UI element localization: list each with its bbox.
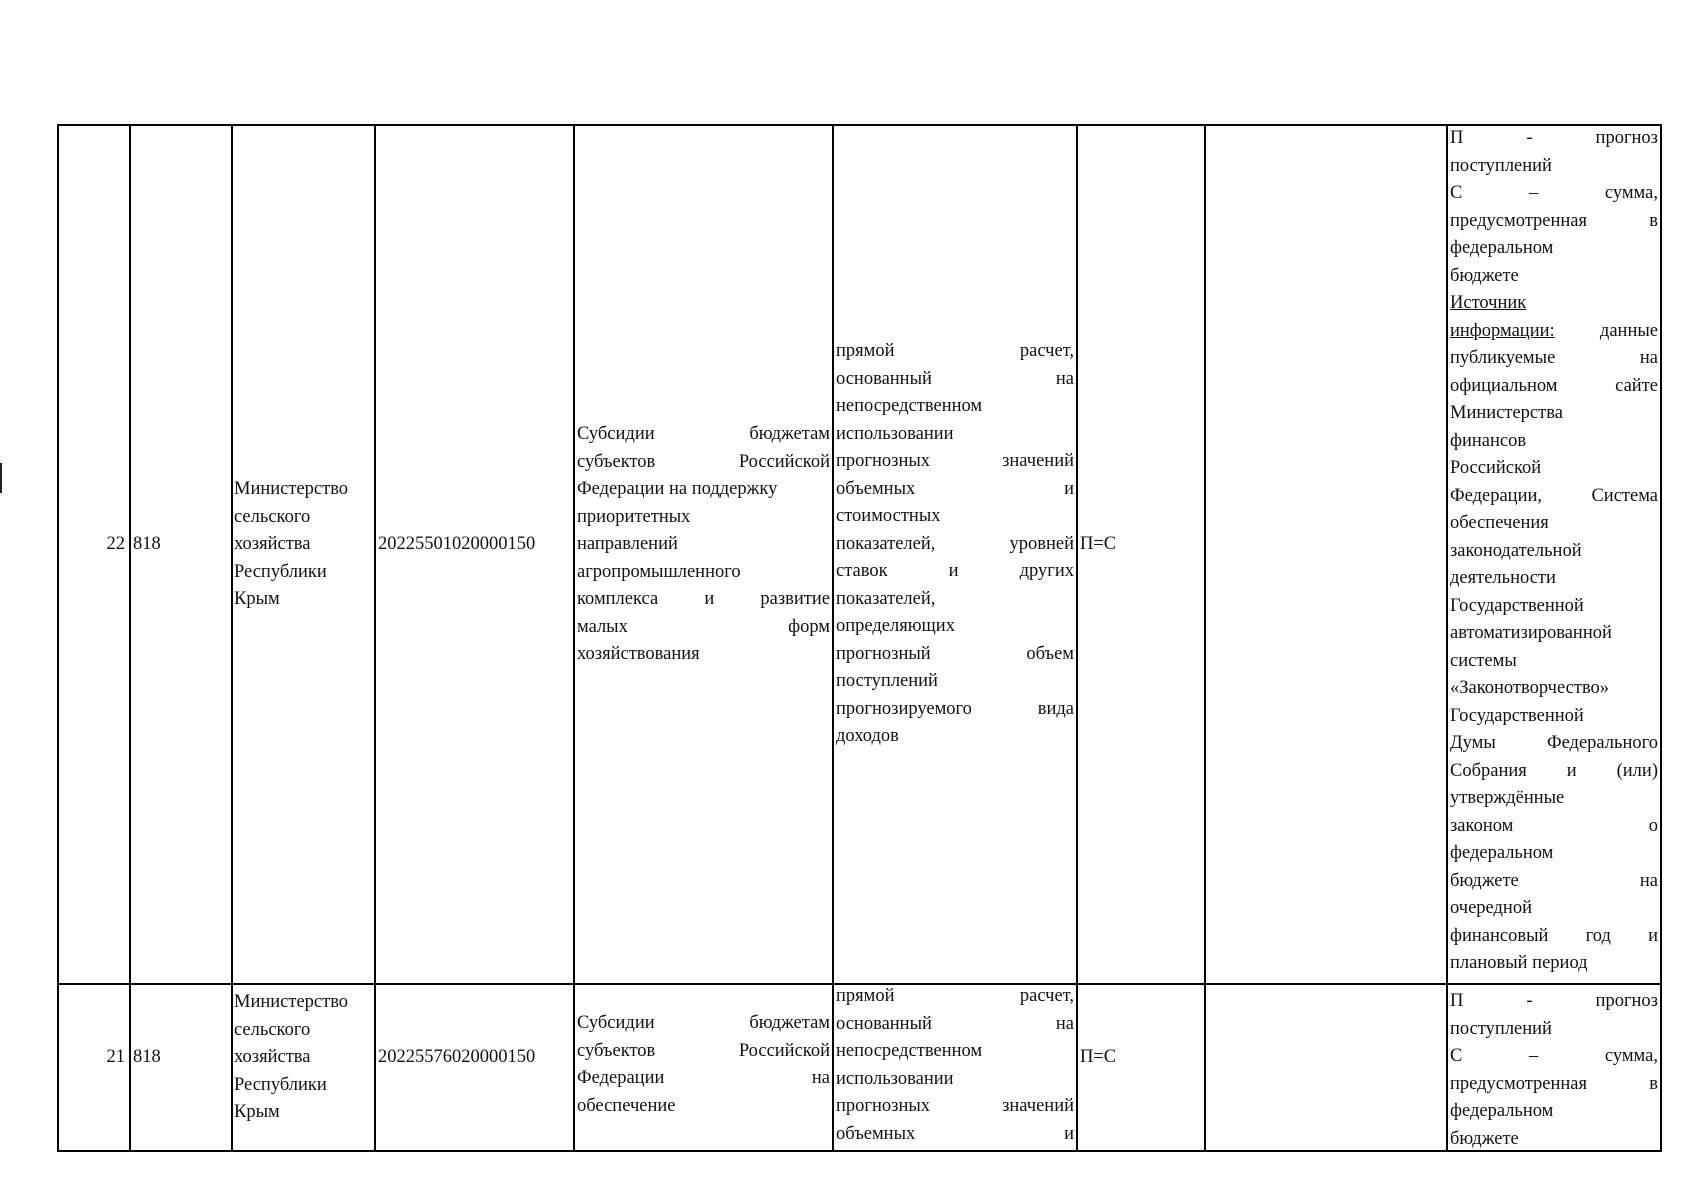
notes-line bbox=[1450, 1126, 1658, 1154]
method-line-word: основанный bbox=[836, 1013, 932, 1034]
notes-line-word: федеральном bbox=[1450, 1101, 1554, 1121]
admin-line: сельского bbox=[234, 1019, 311, 1040]
notes-line bbox=[1450, 235, 1658, 263]
notes-line-word: предусмотренная bbox=[1450, 1073, 1587, 1094]
notes-line-word: информации: bbox=[1450, 320, 1555, 341]
name-line bbox=[577, 614, 830, 642]
name-line-word: агропромышленного bbox=[577, 561, 741, 582]
notes-line-word: Российской bbox=[1450, 458, 1542, 478]
notes-line-word: Министерства bbox=[1450, 403, 1563, 423]
method-line-word: объем bbox=[1026, 643, 1074, 664]
method-line bbox=[836, 558, 1074, 586]
notes-line-word: в bbox=[1649, 1073, 1658, 1094]
method-line bbox=[836, 641, 1074, 669]
notes-line-word: Собрания bbox=[1450, 760, 1527, 781]
notes-line bbox=[1450, 1098, 1658, 1126]
admin-line: Министерство bbox=[234, 479, 349, 499]
notes-line-word: Государственной bbox=[1450, 705, 1584, 726]
notes-line bbox=[1450, 180, 1658, 208]
col-border bbox=[231, 124, 233, 1152]
notes-line-word: законодательной bbox=[1450, 540, 1582, 561]
notes-line-word: год bbox=[1585, 925, 1611, 946]
method-line bbox=[836, 983, 1074, 1011]
method-line bbox=[836, 1093, 1074, 1121]
method-line-word: прямой bbox=[836, 341, 895, 361]
admin-code: 818 bbox=[133, 1047, 161, 1067]
method-line bbox=[836, 1066, 1074, 1094]
method-line-word: уровней bbox=[1009, 533, 1074, 554]
col-border bbox=[1204, 124, 1206, 1152]
name-line-word: на bbox=[811, 1068, 830, 1088]
method-line-word: использовании bbox=[836, 1068, 954, 1089]
admin-line: хозяйства bbox=[234, 534, 311, 554]
name-line-word: субъектов bbox=[577, 451, 656, 472]
method-line-word: прямой bbox=[836, 986, 895, 1006]
col-border bbox=[129, 124, 131, 1152]
table-right-border bbox=[1660, 124, 1662, 1152]
admin-line: сельского bbox=[234, 506, 311, 527]
notes-line-word: обеспечения bbox=[1450, 513, 1549, 533]
notes-line-word: на bbox=[1639, 870, 1658, 891]
method-line-word: ставок bbox=[836, 561, 888, 581]
name-line-word: бюджетам bbox=[749, 1013, 830, 1033]
notes-line bbox=[1450, 593, 1658, 621]
admin-line: Крым bbox=[234, 1102, 280, 1122]
method-line-word: и bbox=[1064, 478, 1074, 499]
method-line-word: прогнозных bbox=[836, 1096, 931, 1116]
notes-line-word: плановый период bbox=[1450, 953, 1588, 973]
method-line-word: и bbox=[948, 561, 959, 581]
name-line bbox=[577, 1038, 830, 1066]
notes-line bbox=[1450, 813, 1658, 841]
notes-line bbox=[1450, 125, 1658, 153]
notes-line bbox=[1450, 290, 1658, 318]
col-border bbox=[374, 124, 376, 1152]
notes-line-word: сумма, bbox=[1604, 1046, 1658, 1066]
method-line bbox=[836, 366, 1074, 394]
admin-line: Крым bbox=[234, 589, 280, 609]
name-line-word: приоритетных bbox=[577, 506, 691, 527]
notes-line bbox=[1450, 373, 1658, 401]
notes-line-word: Федерации, bbox=[1450, 485, 1542, 506]
method-line bbox=[836, 586, 1074, 614]
notes-line bbox=[1450, 988, 1658, 1016]
col-border bbox=[1076, 124, 1078, 1152]
notes-line-word: поступлений bbox=[1450, 1018, 1552, 1039]
method-line-word: доходов bbox=[836, 726, 899, 746]
notes-line-word: – bbox=[1528, 183, 1539, 203]
method-line-word: значений bbox=[1002, 1096, 1074, 1116]
name-line bbox=[577, 1093, 830, 1121]
method-line-word: непосредственном bbox=[836, 1041, 983, 1061]
name-line-word: бюджетам bbox=[749, 424, 830, 444]
method-line bbox=[836, 1038, 1074, 1066]
notes-line bbox=[1450, 208, 1658, 236]
method-line-word: прогнозируемого bbox=[836, 698, 972, 719]
notes-line-word: – bbox=[1528, 1046, 1539, 1066]
notes-line bbox=[1450, 455, 1658, 483]
notes-line bbox=[1450, 620, 1658, 648]
notes-line bbox=[1450, 428, 1658, 456]
calculation-formula: П=С bbox=[1080, 534, 1117, 554]
notes-line bbox=[1450, 923, 1658, 951]
name-line bbox=[577, 586, 830, 614]
notes-line-word: Думы bbox=[1450, 733, 1496, 753]
name-line-word: развитие bbox=[760, 589, 830, 609]
notes-line bbox=[1450, 565, 1658, 593]
notes-line-word: С bbox=[1450, 183, 1463, 203]
method-line bbox=[836, 613, 1074, 641]
method-line-word: других bbox=[1019, 561, 1074, 581]
notes-line bbox=[1450, 648, 1658, 676]
name-line-word: малых bbox=[577, 616, 628, 637]
row-number: 22 bbox=[106, 534, 125, 554]
name-line bbox=[577, 531, 830, 559]
method-line-word: прогнозный bbox=[836, 643, 931, 664]
notes-line bbox=[1450, 895, 1658, 923]
admin-code: 818 bbox=[133, 534, 161, 554]
col-border bbox=[57, 124, 59, 1152]
method-line-word: расчет, bbox=[1019, 986, 1074, 1006]
method-line-word: непосредственном bbox=[836, 396, 983, 416]
method-line-word: расчет, bbox=[1019, 341, 1074, 361]
notes-line-word: федеральном bbox=[1450, 843, 1554, 863]
name-line bbox=[577, 504, 830, 532]
notes-line bbox=[1450, 400, 1658, 428]
name-line bbox=[577, 641, 830, 669]
notes-line-word: данные bbox=[1599, 320, 1658, 341]
notes-line bbox=[1450, 730, 1658, 758]
notes-line-word: Источник bbox=[1450, 293, 1527, 313]
formula-notes bbox=[1450, 125, 1658, 978]
notes-line-word: сумма, bbox=[1604, 183, 1658, 203]
name-line-word: субъектов bbox=[577, 1040, 656, 1061]
method-line-word: и bbox=[1064, 1123, 1074, 1144]
notes-line-word: С bbox=[1450, 1046, 1463, 1066]
notes-line-word: П bbox=[1450, 128, 1464, 148]
name-line-word: Федерации bbox=[577, 1068, 665, 1088]
notes-line-word: публикуемые bbox=[1450, 348, 1556, 368]
notes-line bbox=[1450, 1043, 1658, 1071]
notes-line-word: и bbox=[1566, 760, 1577, 781]
name-line bbox=[577, 1065, 830, 1093]
notes-line-word: «Законотворчество» bbox=[1450, 678, 1610, 698]
notes-line-word: предусмотренная bbox=[1450, 210, 1587, 231]
name-line bbox=[577, 449, 830, 477]
method-line bbox=[836, 668, 1074, 696]
name-line-word: Субсидии bbox=[577, 1013, 655, 1033]
notes-line-word: федеральном bbox=[1450, 238, 1554, 258]
revenue-name bbox=[577, 1010, 830, 1120]
method-line-word: показателей, bbox=[836, 588, 936, 609]
method-line bbox=[836, 1011, 1074, 1039]
administrator-name bbox=[234, 989, 372, 1127]
method-line-word: на bbox=[1055, 1013, 1074, 1034]
notes-line-word: автоматизированной bbox=[1450, 623, 1612, 643]
method-line bbox=[836, 531, 1074, 559]
admin-line: Республики bbox=[234, 561, 327, 582]
name-line-word: комплекса bbox=[577, 589, 659, 609]
method-line-word: использовании bbox=[836, 423, 954, 444]
admin-line: Министерство bbox=[234, 992, 349, 1012]
notes-line bbox=[1450, 703, 1658, 731]
notes-line bbox=[1450, 1016, 1658, 1044]
method-line bbox=[836, 1121, 1074, 1149]
notes-line-word: финансов bbox=[1450, 430, 1527, 451]
notes-line-word: законом bbox=[1450, 815, 1514, 836]
notes-line bbox=[1450, 318, 1658, 346]
notes-line-word: (или) bbox=[1616, 760, 1658, 781]
revenue-name bbox=[577, 421, 830, 669]
method-line bbox=[836, 421, 1074, 449]
notes-line-word: сайте bbox=[1615, 375, 1658, 396]
notes-line bbox=[1450, 153, 1658, 181]
notes-line bbox=[1450, 868, 1658, 896]
name-line-word: Российской bbox=[738, 1040, 830, 1061]
notes-line bbox=[1450, 950, 1658, 978]
method-line-word: прогнозных bbox=[836, 451, 931, 471]
method-line bbox=[836, 723, 1074, 751]
method-line-word: объемных bbox=[836, 1123, 916, 1144]
table-top-border bbox=[57, 124, 1662, 126]
calculation-method bbox=[836, 338, 1074, 751]
notes-line-word: Государственной bbox=[1450, 595, 1584, 616]
notes-line-word: бюджете bbox=[1450, 265, 1519, 286]
name-line-word: направлений bbox=[577, 534, 678, 554]
method-line-word: стоимостных bbox=[836, 506, 941, 526]
notes-line-word: о bbox=[1648, 815, 1658, 836]
name-line bbox=[577, 421, 830, 449]
method-line-word: на bbox=[1055, 368, 1074, 389]
notes-line-word: Федерального bbox=[1546, 733, 1658, 753]
notes-line-word: и bbox=[1648, 925, 1658, 946]
notes-line-word: очередной bbox=[1450, 898, 1532, 918]
budget-classification-code: 20225576020000150 bbox=[378, 1047, 536, 1067]
notes-line bbox=[1450, 1071, 1658, 1099]
admin-line: хозяйства bbox=[234, 1047, 311, 1067]
name-line-word: и bbox=[704, 589, 715, 609]
name-line-word: Федерации на поддержку bbox=[577, 479, 778, 499]
notes-line bbox=[1450, 840, 1658, 868]
method-line bbox=[836, 393, 1074, 421]
notes-line-word: бюджете bbox=[1450, 1128, 1519, 1149]
notes-line-word: на bbox=[1639, 348, 1658, 368]
method-line-word: объемных bbox=[836, 478, 916, 499]
notes-line-word: деятельности bbox=[1450, 568, 1556, 588]
col-border bbox=[573, 124, 575, 1152]
name-line-word: форм bbox=[788, 616, 830, 637]
notes-line-word: прогноз bbox=[1595, 128, 1658, 148]
notes-line-word: официальном bbox=[1450, 375, 1558, 396]
method-line-word: значений bbox=[1002, 451, 1074, 471]
notes-line-word: поступлений bbox=[1450, 155, 1552, 176]
method-line-word: определяющих bbox=[836, 616, 955, 636]
notes-line bbox=[1450, 483, 1658, 511]
method-line bbox=[836, 696, 1074, 724]
notes-line bbox=[1450, 263, 1658, 291]
notes-line-word: прогноз bbox=[1595, 991, 1658, 1011]
name-line bbox=[577, 476, 830, 504]
name-line-word: Субсидии bbox=[577, 424, 655, 444]
method-line-word: основанный bbox=[836, 368, 932, 389]
notes-line-word: - bbox=[1526, 991, 1533, 1011]
notes-line-word: финансовый bbox=[1450, 925, 1549, 946]
calculation-method bbox=[836, 983, 1074, 1148]
notes-line-word: П bbox=[1450, 991, 1464, 1011]
notes-line bbox=[1450, 675, 1658, 703]
method-line bbox=[836, 476, 1074, 504]
name-line-word: хозяйствования bbox=[577, 644, 700, 664]
method-line bbox=[836, 338, 1074, 366]
notes-line bbox=[1450, 345, 1658, 373]
name-line bbox=[577, 559, 830, 587]
notes-line bbox=[1450, 510, 1658, 538]
method-line bbox=[836, 503, 1074, 531]
margin-mark bbox=[0, 463, 2, 493]
table-bottom-border bbox=[57, 1150, 1662, 1152]
admin-line: Республики bbox=[234, 1074, 327, 1095]
row-number: 21 bbox=[106, 1047, 125, 1067]
col-border bbox=[1446, 124, 1448, 1152]
notes-line-word: системы bbox=[1450, 650, 1517, 671]
notes-line bbox=[1450, 538, 1658, 566]
method-line-word: вида bbox=[1037, 698, 1074, 719]
notes-line-word: - bbox=[1526, 128, 1533, 148]
notes-line bbox=[1450, 785, 1658, 813]
budget-classification-code: 20225501020000150 bbox=[378, 534, 536, 554]
method-line-word: поступлений bbox=[836, 671, 938, 691]
notes-line-word: в bbox=[1649, 210, 1658, 231]
administrator-name bbox=[234, 476, 372, 614]
method-line bbox=[836, 448, 1074, 476]
name-line bbox=[577, 1010, 830, 1038]
col-border bbox=[832, 124, 834, 1152]
name-line-word: обеспечение bbox=[577, 1095, 676, 1116]
notes-line bbox=[1450, 758, 1658, 786]
notes-line-word: Система bbox=[1591, 485, 1658, 506]
name-line-word: Российской bbox=[738, 451, 830, 472]
method-line-word: показателей, bbox=[836, 533, 936, 554]
notes-line-word: утверждённые bbox=[1450, 788, 1565, 808]
calculation-formula: П=С bbox=[1080, 1047, 1117, 1067]
notes-line-word: бюджете bbox=[1450, 870, 1519, 891]
formula-notes bbox=[1450, 988, 1658, 1153]
